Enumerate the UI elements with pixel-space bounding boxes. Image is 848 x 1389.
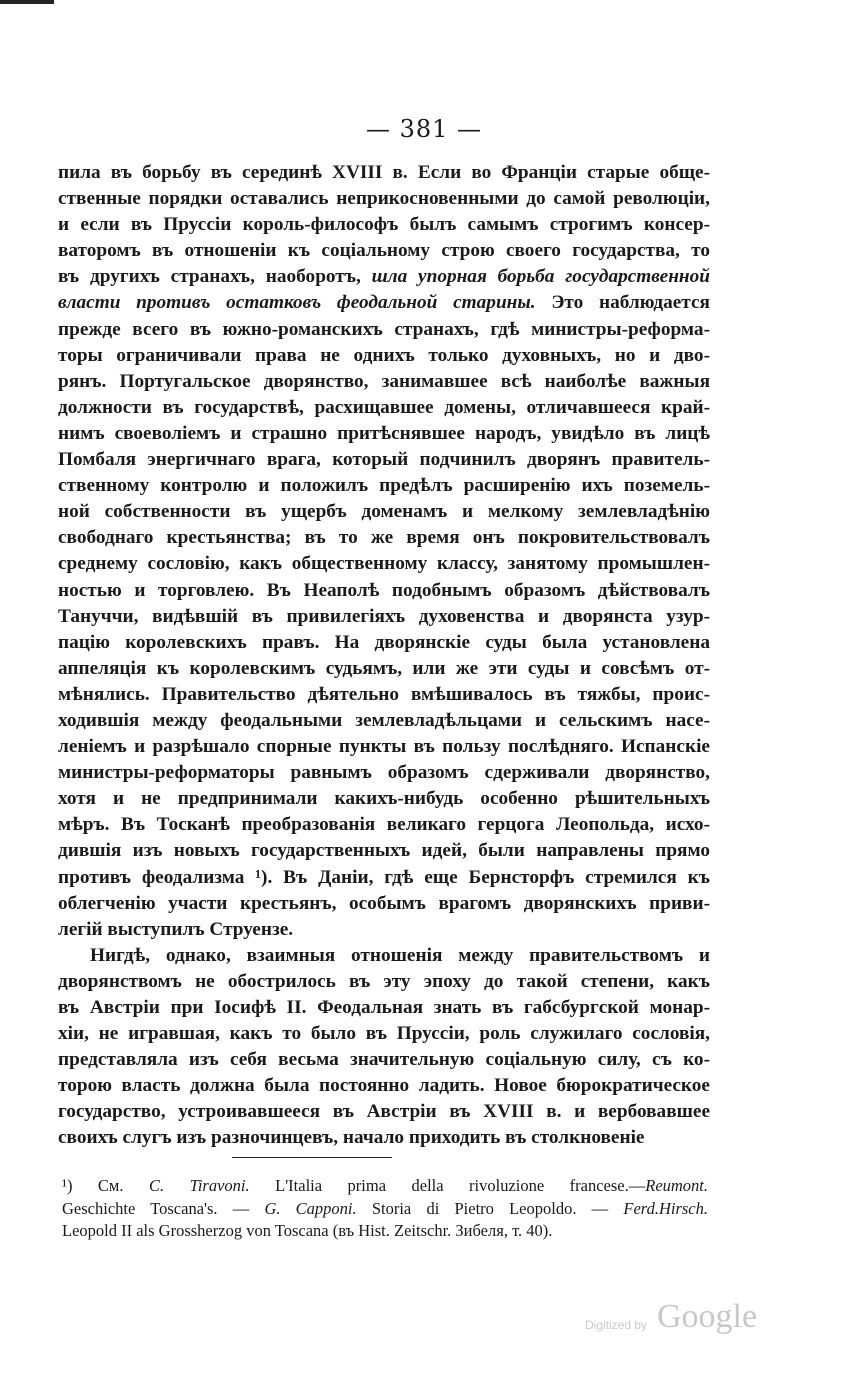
text-line: Помбаля энергичнаго врага, который подчинилъ дворянъ правитель- — [58, 449, 710, 471]
text-line: торы ограничивали права не однихъ только духовныхъ, но и дво- — [58, 344, 710, 366]
text-line: торою власть должна была постоянно ладить. Новое бюрократическое — [58, 1075, 710, 1097]
text-line: должности въ государствѣ, расхищавшее домены, отличавшееся край- — [58, 396, 710, 418]
scan-corner-mark — [0, 0, 54, 4]
text-line: и если въ Пруссіи король-философъ былъ самымъ строгимъ консер- — [58, 214, 710, 236]
text-line: рянъ. Португальское дворянство, занимавшее всѣ наиболѣе важныя — [58, 370, 710, 392]
text-line: ственному контролю и положилъ предѣлъ расширенію ихъ поземель- — [58, 475, 710, 497]
footnote — [62, 1175, 708, 1243]
text-line: противъ феодализма ¹). Въ Даніи, гдѣ еще Бернсторфъ стремился къ — [58, 866, 710, 888]
text-line: въ другихъ странахъ, наоборотъ, шла упорная борьба государственной — [58, 266, 710, 288]
text-line: ственные порядки оставались неприкосновенными до самой революціи, — [58, 188, 710, 210]
text-line: ностью и торговлею. Въ Неаполѣ подобнымъ образомъ дѣйствовалъ — [58, 579, 710, 601]
watermark-prefix: Digitized by — [585, 1318, 648, 1332]
text-line: аппеляція къ королевскимъ судьямъ, или же эти суды и совсѣмъ от- — [58, 657, 710, 679]
text-line: прежде всего въ южно-романскихъ странахъ, гдѣ министры-реформа- — [58, 318, 710, 340]
text-line: нимъ своеволіемъ и страшно притѣснявшее народъ, увидѣло въ лицѣ — [58, 422, 710, 444]
text-line: дившія изъ новыхъ государственныхъ идей, были направлены прямо — [58, 840, 710, 862]
footnote-rule — [232, 1157, 392, 1158]
text-line: въ Австріи при Іосифѣ II. Феодальная знать въ габсбургской монар- — [58, 997, 710, 1018]
text-line: министры-реформаторы равнымъ образомъ сдерживали дворянство, — [58, 762, 710, 784]
footnote-line: ¹) См. C. Tiravoni. L'Italia prima della rivoluzione francese.—Reumont. — [62, 1176, 708, 1195]
text-line: пила въ борьбу въ серединѣ XVIII в. Если во Франціи старые обще- — [58, 162, 710, 183]
text-line: мѣнялись. Правительство дѣятельно вмѣшивалось въ тяжбы, проис- — [58, 683, 710, 705]
text-line: свободнаго крестьянства; въ то же время онъ покровительствовалъ — [58, 527, 710, 549]
text-line: леніемъ и разрѣшало спорные пункты въ пользу послѣдняго. Испанскіе — [58, 736, 710, 758]
google-watermark — [585, 1298, 765, 1338]
text-line: государство, устроивавшееся въ Австріи въ XVIII в. и вербовавшее — [58, 1101, 710, 1123]
google-logo: Google — [657, 1298, 758, 1335]
text-line: пацію королевскихъ правъ. На дворянскіе суды была установлена — [58, 631, 710, 653]
text-line: мѣръ. Въ Тосканѣ преобразованія великаго герцога Леопольда, исхо- — [58, 814, 710, 836]
text-line: ваторомъ въ отношеніи къ соціальному строю своего государства, то — [58, 240, 710, 262]
text-line: своихъ слугъ изъ разночинцевъ, начало приходить въ столкновеніе — [58, 1127, 645, 1149]
text-line: власти противъ остатковъ феодальной старины. Это наблюдается — [58, 292, 710, 314]
footnote-line: Leopold II als Grossherzog von Toscana (въ Hist. Zeitschr. Зибеля, т. 40). — [62, 1221, 553, 1240]
footnote-line: Geschichte Toscana's. — G. Capponi. Storia di Pietro Leopoldo. — Ferd.Hirsch. — [62, 1198, 708, 1218]
text-line: ной собственности въ ущербъ доменамъ и мелкому землевладѣнію — [58, 501, 710, 523]
text-line: Нигдѣ, однако, взаимныя отношенія между правительствомъ и — [90, 944, 710, 966]
text-line: хотя и не предпринимали какихъ-нибудь особенно рѣшительныхъ — [58, 788, 710, 810]
page-number: — 381 — — [365, 115, 483, 143]
text-line: облегченію участи крестьянъ, особымъ врагомъ дворянскихъ приви- — [58, 892, 710, 914]
body-text — [58, 160, 710, 1152]
text-line: дворянствомъ не обострилось въ эту эпоху до такой степени, какъ — [58, 970, 710, 992]
text-line: Тануччи, видѣвшій въ привилегіяхъ духовенства и дворянста узур- — [58, 605, 710, 627]
text-line: среднему сословію, какъ общественному классу, занятому промышлен- — [58, 553, 710, 575]
text-line: хіи, не игравшая, какъ то было въ Пруссіи, роль служилаго сословія, — [58, 1023, 710, 1045]
text-line: ходившія между феодальными землевладѣльцами и сельскимъ насе- — [58, 709, 710, 731]
text-line: представляла изъ себя весьма значительную соціальную силу, съ ко- — [58, 1049, 710, 1071]
text-line: легій выступилъ Струензе. — [58, 918, 294, 940]
